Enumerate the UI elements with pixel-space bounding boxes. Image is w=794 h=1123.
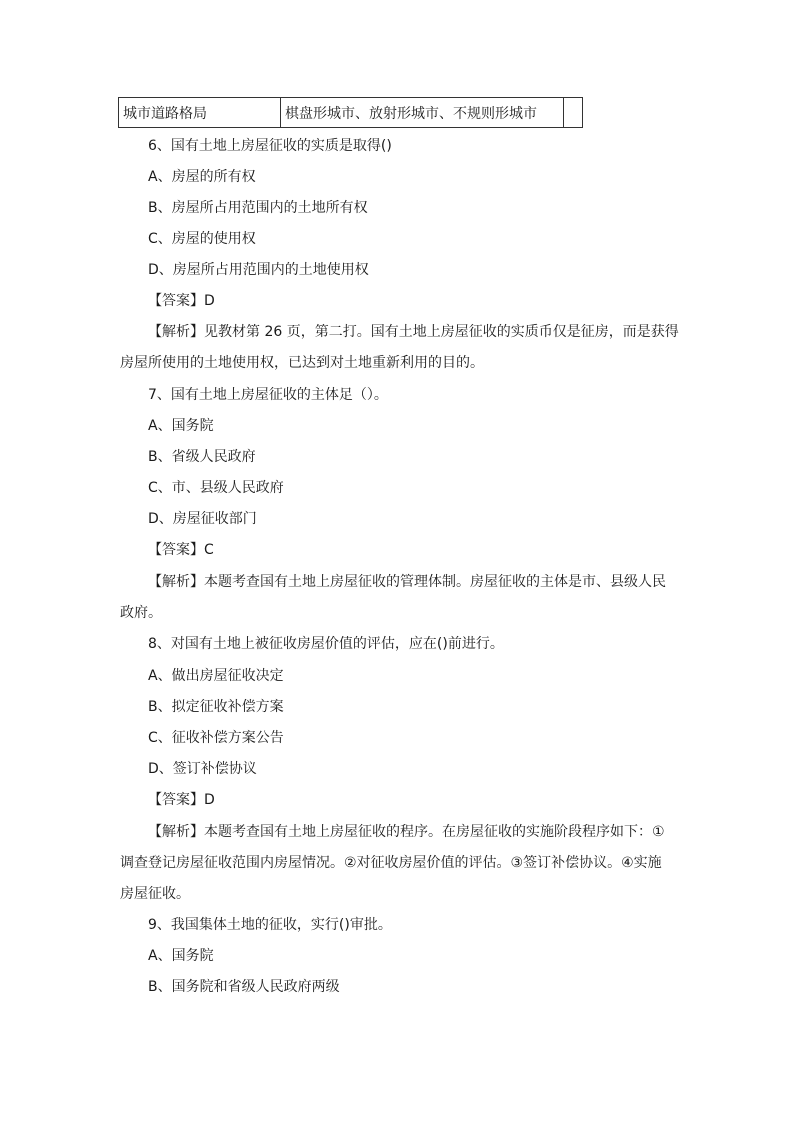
question-8-option-a: A、做出房屋征收决定 bbox=[148, 668, 284, 684]
question-9-option-b: B、国务院和省级人民政府两级 bbox=[148, 979, 340, 995]
question-6-answer: 【答案】D bbox=[148, 293, 215, 309]
question-7-analysis-line-1: 【解析】本题考查国有土地上房屋征收的管理体制。房屋征收的主体是市、县级人民 bbox=[148, 574, 666, 590]
question-6-option-a: A、房屋的所有权 bbox=[148, 169, 256, 185]
question-7-option-c: C、市、县级人民政府 bbox=[148, 480, 284, 496]
question-6-option-d: D、房屋所占用范围内的土地使用权 bbox=[148, 262, 369, 278]
question-8-option-d: D、签订补偿协议 bbox=[148, 761, 257, 777]
question-8-answer: 【答案】D bbox=[148, 792, 215, 808]
question-7-analysis-line-2: 政府。 bbox=[120, 605, 162, 621]
question-6-analysis-line-2: 房屋所使用的土地使用权，已达到对土地重新利用的目的。 bbox=[120, 355, 484, 371]
question-6-option-b: B、房屋所占用范围内的土地所有权 bbox=[148, 200, 368, 216]
question-6-stem: 6、国有土地上房屋征收的实质是取得() bbox=[148, 138, 392, 154]
question-8-analysis-line-3: 房屋征收。 bbox=[120, 886, 190, 902]
question-8-option-b: B、拟定征收补偿方案 bbox=[148, 699, 284, 715]
table-row bbox=[119, 98, 583, 128]
table-cell-category: 城市道路格局 bbox=[119, 98, 281, 128]
question-8-option-c: C、征收补偿方案公告 bbox=[148, 730, 284, 746]
question-8-analysis-line-1: 【解析】本题考查国有土地上房屋征收的程序。在房屋征收的实施阶段程序如下：① bbox=[148, 824, 665, 840]
question-7-option-b: B、省级人民政府 bbox=[148, 449, 256, 465]
question-6-option-c: C、房屋的使用权 bbox=[148, 231, 256, 247]
question-7-option-a: A、国务院 bbox=[148, 418, 214, 434]
question-8-analysis-line-2: 调查登记房屋征收范围内房屋情况。②对征收房屋价值的评估。③签订补偿协议。④实施 bbox=[120, 855, 662, 871]
table-cell-empty bbox=[564, 98, 583, 128]
question-7-option-d: D、房屋征收部门 bbox=[148, 511, 257, 527]
table-cell-types: 棋盘形城市、放射形城市、不规则形城市 bbox=[281, 98, 564, 128]
question-8-stem: 8、对国有土地上被征收房屋价值的评估，应在()前进行。 bbox=[148, 636, 504, 652]
question-7-answer: 【答案】C bbox=[148, 542, 214, 558]
question-9-stem: 9、我国集体土地的征收，实行()审批。 bbox=[148, 917, 392, 933]
question-7-stem: 7、国有土地上房屋征收的主体足（）。 bbox=[148, 387, 388, 403]
question-6-analysis-line-1: 【解析】见教材第 26 页，第二打。国有土地上房屋征收的实质币仅是征房，而是获得 bbox=[148, 324, 679, 340]
city-road-pattern-table bbox=[118, 97, 583, 128]
question-9-option-a: A、国务院 bbox=[148, 948, 214, 964]
